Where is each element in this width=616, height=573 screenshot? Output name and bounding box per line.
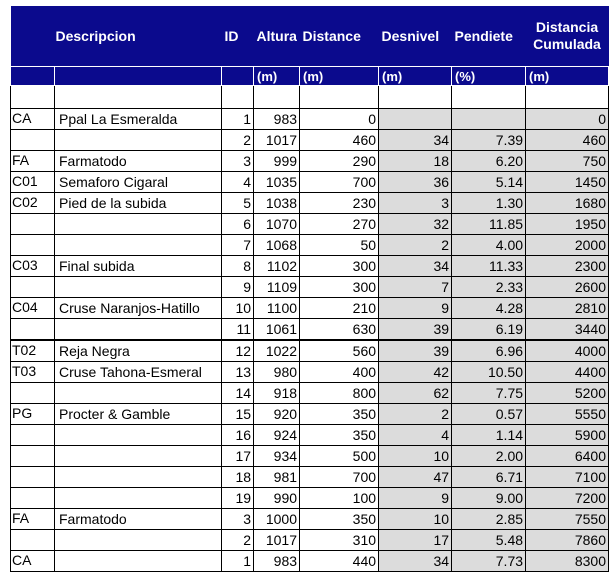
- table-row: [11, 172, 609, 193]
- cell-code: FA: [11, 151, 55, 172]
- table-row: [11, 362, 609, 383]
- cell-distancia-cumulada: 2810: [526, 298, 609, 319]
- table-row: [11, 214, 609, 235]
- cell-id: 17: [222, 446, 254, 467]
- cell-desnivel: 39: [379, 340, 452, 362]
- cell-pendiete: [452, 109, 526, 130]
- cell-altura: 999: [254, 151, 300, 172]
- cell-distance: 700: [300, 172, 379, 193]
- cell-code: [11, 488, 55, 509]
- spacer-cell: [254, 86, 300, 109]
- table-row: [11, 340, 609, 362]
- cell-code: PG: [11, 404, 55, 425]
- route-table: [10, 6, 609, 572]
- cell-desnivel: 47: [379, 467, 452, 488]
- cell-desnivel: 2: [379, 235, 452, 256]
- cell-pendiete: 6.20: [452, 151, 526, 172]
- cell-altura: 990: [254, 488, 300, 509]
- cell-id: 1: [222, 109, 254, 130]
- cell-distance: 700: [300, 467, 379, 488]
- cell-distancia-cumulada: 7200: [526, 488, 609, 509]
- cell-descripcion: [55, 551, 222, 572]
- cell-altura: 983: [254, 551, 300, 572]
- cell-pendiete: 0.57: [452, 404, 526, 425]
- cell-descripcion: Farmatodo: [55, 509, 222, 530]
- cell-distancia-cumulada: 5200: [526, 383, 609, 404]
- cell-altura: 981: [254, 467, 300, 488]
- cell-distance: 270: [300, 214, 379, 235]
- cell-desnivel: 34: [379, 256, 452, 277]
- cell-descripcion: Final subida: [55, 256, 222, 277]
- cell-altura: 1068: [254, 235, 300, 256]
- spacer-cell: [526, 86, 609, 109]
- cell-code: [11, 530, 55, 551]
- cell-code: T02: [11, 340, 55, 362]
- cell-descripcion: [55, 235, 222, 256]
- cell-pendiete: 5.48: [452, 530, 526, 551]
- table-row: [11, 319, 609, 341]
- header-descripcion: Descripcion: [11, 6, 222, 67]
- cell-descripcion: [55, 130, 222, 151]
- cell-distance: 630: [300, 319, 379, 341]
- unit-blank-desc: [55, 67, 222, 86]
- table-row: [11, 404, 609, 425]
- cell-distance: 440: [300, 551, 379, 572]
- spacer-cell: [379, 86, 452, 109]
- cell-altura: 1070: [254, 214, 300, 235]
- cell-altura: 1022: [254, 340, 300, 362]
- unit-distance: (m): [300, 67, 379, 86]
- cell-desnivel: 34: [379, 130, 452, 151]
- cell-id: 9: [222, 277, 254, 298]
- cell-distance: 300: [300, 277, 379, 298]
- cell-code: T03: [11, 362, 55, 383]
- cell-distancia-cumulada: 5900: [526, 425, 609, 446]
- cell-desnivel: 36: [379, 172, 452, 193]
- cell-id: 7: [222, 235, 254, 256]
- cell-pendiete: 6.96: [452, 340, 526, 362]
- cell-code: CA: [11, 109, 55, 130]
- cell-distance: 100: [300, 488, 379, 509]
- cell-code: [11, 277, 55, 298]
- table-spacer-row: [11, 86, 609, 109]
- cell-distance: 350: [300, 509, 379, 530]
- table-row: [11, 298, 609, 319]
- cell-pendiete: 7.73: [452, 551, 526, 572]
- cell-descripcion: Ppal La Esmeralda: [55, 109, 222, 130]
- cell-distance: 500: [300, 446, 379, 467]
- cell-altura: 1061: [254, 319, 300, 341]
- table-row: [11, 193, 609, 214]
- cell-id: 12: [222, 340, 254, 362]
- cell-id: 15: [222, 404, 254, 425]
- cell-altura: 1035: [254, 172, 300, 193]
- cell-distance: 350: [300, 404, 379, 425]
- cell-code: [11, 383, 55, 404]
- header-altura: Altura: [254, 6, 300, 67]
- cell-code: C04: [11, 298, 55, 319]
- cell-descripcion: [55, 530, 222, 551]
- cell-code: [11, 130, 55, 151]
- spacer-cell: [300, 86, 379, 109]
- cell-code: [11, 214, 55, 235]
- cell-distancia-cumulada: 750: [526, 151, 609, 172]
- cell-id: 10: [222, 298, 254, 319]
- cell-pendiete: 1.30: [452, 193, 526, 214]
- cell-id: 3: [222, 509, 254, 530]
- cell-distancia-cumulada: 1450: [526, 172, 609, 193]
- cell-pendiete: 4.28: [452, 298, 526, 319]
- cell-distance: 50: [300, 235, 379, 256]
- cell-pendiete: 2.85: [452, 509, 526, 530]
- cell-altura: 983: [254, 109, 300, 130]
- spacer-cell: [452, 86, 526, 109]
- cell-distance: 310: [300, 530, 379, 551]
- cell-pendiete: 11.85: [452, 214, 526, 235]
- table-row: [11, 277, 609, 298]
- cell-distance: 400: [300, 362, 379, 383]
- cell-code: [11, 446, 55, 467]
- cell-distance: 350: [300, 425, 379, 446]
- spacer-cell: [55, 86, 222, 109]
- unit-altura: (m): [254, 67, 300, 86]
- cell-id: 2: [222, 530, 254, 551]
- cell-desnivel: 9: [379, 488, 452, 509]
- cell-id: 16: [222, 425, 254, 446]
- spacer-cell: [222, 86, 254, 109]
- table-row: [11, 551, 609, 572]
- cell-descripcion: [55, 425, 222, 446]
- cell-altura: 920: [254, 404, 300, 425]
- cell-id: 13: [222, 362, 254, 383]
- cell-distancia-cumulada: 7860: [526, 530, 609, 551]
- cell-id: 2: [222, 130, 254, 151]
- cell-altura: 1038: [254, 193, 300, 214]
- table-row: [11, 383, 609, 404]
- cell-pendiete: 2.33: [452, 277, 526, 298]
- header-cumulada: Cumulada: [533, 36, 601, 52]
- cell-descripcion: Farmatodo: [55, 151, 222, 172]
- cell-desnivel: 10: [379, 509, 452, 530]
- cell-pendiete: 2.00: [452, 446, 526, 467]
- cell-pendiete: 1.14: [452, 425, 526, 446]
- cell-descripcion: [55, 446, 222, 467]
- header-id: ID: [222, 6, 254, 67]
- cell-id: 19: [222, 488, 254, 509]
- cell-desnivel: 4: [379, 425, 452, 446]
- cell-pendiete: 10.50: [452, 362, 526, 383]
- table-row: [11, 509, 609, 530]
- table-row: [11, 425, 609, 446]
- cell-distancia-cumulada: 4000: [526, 340, 609, 362]
- cell-descripcion: [55, 277, 222, 298]
- cell-altura: 1000: [254, 509, 300, 530]
- table-body: [11, 86, 609, 572]
- cell-pendiete: 6.71: [452, 467, 526, 488]
- table-row: [11, 130, 609, 151]
- cell-id: 1: [222, 551, 254, 572]
- spacer-cell: [11, 86, 55, 109]
- cell-descripcion: Semaforo Cigaral: [55, 172, 222, 193]
- header-desnivel: Desnivel: [379, 6, 452, 67]
- cell-desnivel: 62: [379, 383, 452, 404]
- header-pendiete: Pendiete: [452, 6, 526, 67]
- cell-altura: 1017: [254, 130, 300, 151]
- cell-desnivel: 17: [379, 530, 452, 551]
- cell-pendiete: 9.00: [452, 488, 526, 509]
- cell-altura: 1017: [254, 530, 300, 551]
- cell-altura: 1102: [254, 256, 300, 277]
- cell-desnivel: 7: [379, 277, 452, 298]
- header-distancia-cumulada: [526, 6, 609, 67]
- cell-distancia-cumulada: 2000: [526, 235, 609, 256]
- cell-desnivel: [379, 109, 452, 130]
- table-row: [11, 235, 609, 256]
- cell-distance: 560: [300, 340, 379, 362]
- cell-distancia-cumulada: 2600: [526, 277, 609, 298]
- cell-distancia-cumulada: 6400: [526, 446, 609, 467]
- cell-code: FA: [11, 509, 55, 530]
- cell-distancia-cumulada: 0: [526, 109, 609, 130]
- cell-desnivel: 39: [379, 319, 452, 341]
- cell-descripcion: [55, 467, 222, 488]
- cell-distancia-cumulada: 7100: [526, 467, 609, 488]
- cell-code: [11, 235, 55, 256]
- cell-pendiete: 5.14: [452, 172, 526, 193]
- cell-id: 11: [222, 319, 254, 341]
- cell-distancia-cumulada: 8300: [526, 551, 609, 572]
- cell-distance: 0: [300, 109, 379, 130]
- route-table-container: [10, 6, 608, 572]
- cell-distance: 300: [300, 256, 379, 277]
- cell-id: 14: [222, 383, 254, 404]
- table-row: [11, 530, 609, 551]
- header-distance: Distance: [300, 6, 379, 67]
- cell-id: 18: [222, 467, 254, 488]
- cell-distance: 800: [300, 383, 379, 404]
- cell-pendiete: 11.33: [452, 256, 526, 277]
- cell-pendiete: 7.75: [452, 383, 526, 404]
- table-header: [11, 6, 609, 86]
- cell-descripcion: [55, 319, 222, 341]
- cell-altura: 924: [254, 425, 300, 446]
- header-distancia: Distancia: [535, 19, 599, 35]
- cell-distancia-cumulada: 1680: [526, 193, 609, 214]
- cell-altura: 980: [254, 362, 300, 383]
- cell-id: 8: [222, 256, 254, 277]
- cell-distancia-cumulada: 7550: [526, 509, 609, 530]
- cell-desnivel: 3: [379, 193, 452, 214]
- cell-pendiete: 4.00: [452, 235, 526, 256]
- cell-distancia-cumulada: 2300: [526, 256, 609, 277]
- cell-desnivel: 9: [379, 298, 452, 319]
- table-row: [11, 109, 609, 130]
- cell-distancia-cumulada: 460: [526, 130, 609, 151]
- cell-code: [11, 319, 55, 341]
- cell-code: C01: [11, 172, 55, 193]
- cell-distancia-cumulada: 1950: [526, 214, 609, 235]
- cell-distancia-cumulada: 4400: [526, 362, 609, 383]
- cell-distance: 290: [300, 151, 379, 172]
- cell-id: 3: [222, 151, 254, 172]
- cell-code: C03: [11, 256, 55, 277]
- cell-desnivel: 10: [379, 446, 452, 467]
- cell-descripcion: [55, 214, 222, 235]
- cell-distancia-cumulada: 3440: [526, 319, 609, 341]
- cell-distancia-cumulada: 5550: [526, 404, 609, 425]
- cell-altura: 918: [254, 383, 300, 404]
- cell-code: C02: [11, 193, 55, 214]
- unit-desnivel: (m): [379, 67, 452, 86]
- cell-descripcion: [55, 383, 222, 404]
- table-row: [11, 256, 609, 277]
- cell-pendiete: 7.39: [452, 130, 526, 151]
- cell-descripcion: Cruse Naranjos-Hatillo: [55, 298, 222, 319]
- header-row-titles: [11, 6, 609, 67]
- unit-blank-id: [222, 67, 254, 86]
- cell-descripcion: Pied de la subida: [55, 193, 222, 214]
- cell-id: 4: [222, 172, 254, 193]
- unit-distancia-cumulada: (m): [526, 67, 609, 86]
- cell-id: 5: [222, 193, 254, 214]
- cell-pendiete: 6.19: [452, 319, 526, 341]
- cell-descripcion: Procter & Gamble: [55, 404, 222, 425]
- cell-descripcion: [55, 488, 222, 509]
- unit-pendiete: (%): [452, 67, 526, 86]
- cell-descripcion: Cruse Tahona-Esmeral: [55, 362, 222, 383]
- cell-code: [11, 425, 55, 446]
- cell-code: CA: [11, 551, 55, 572]
- cell-desnivel: 2: [379, 404, 452, 425]
- cell-desnivel: 18: [379, 151, 452, 172]
- cell-altura: 934: [254, 446, 300, 467]
- cell-code: [11, 467, 55, 488]
- table-row: [11, 446, 609, 467]
- cell-id: 6: [222, 214, 254, 235]
- cell-distance: 230: [300, 193, 379, 214]
- table-row: [11, 151, 609, 172]
- cell-distance: 210: [300, 298, 379, 319]
- table-row: [11, 467, 609, 488]
- cell-distance: 460: [300, 130, 379, 151]
- cell-desnivel: 32: [379, 214, 452, 235]
- cell-altura: 1109: [254, 277, 300, 298]
- unit-blank-code: [11, 67, 55, 86]
- cell-altura: 1100: [254, 298, 300, 319]
- cell-desnivel: 42: [379, 362, 452, 383]
- table-row: [11, 488, 609, 509]
- header-row-units: [11, 67, 609, 86]
- cell-desnivel: 34: [379, 551, 452, 572]
- cell-descripcion: Reja Negra: [55, 340, 222, 362]
